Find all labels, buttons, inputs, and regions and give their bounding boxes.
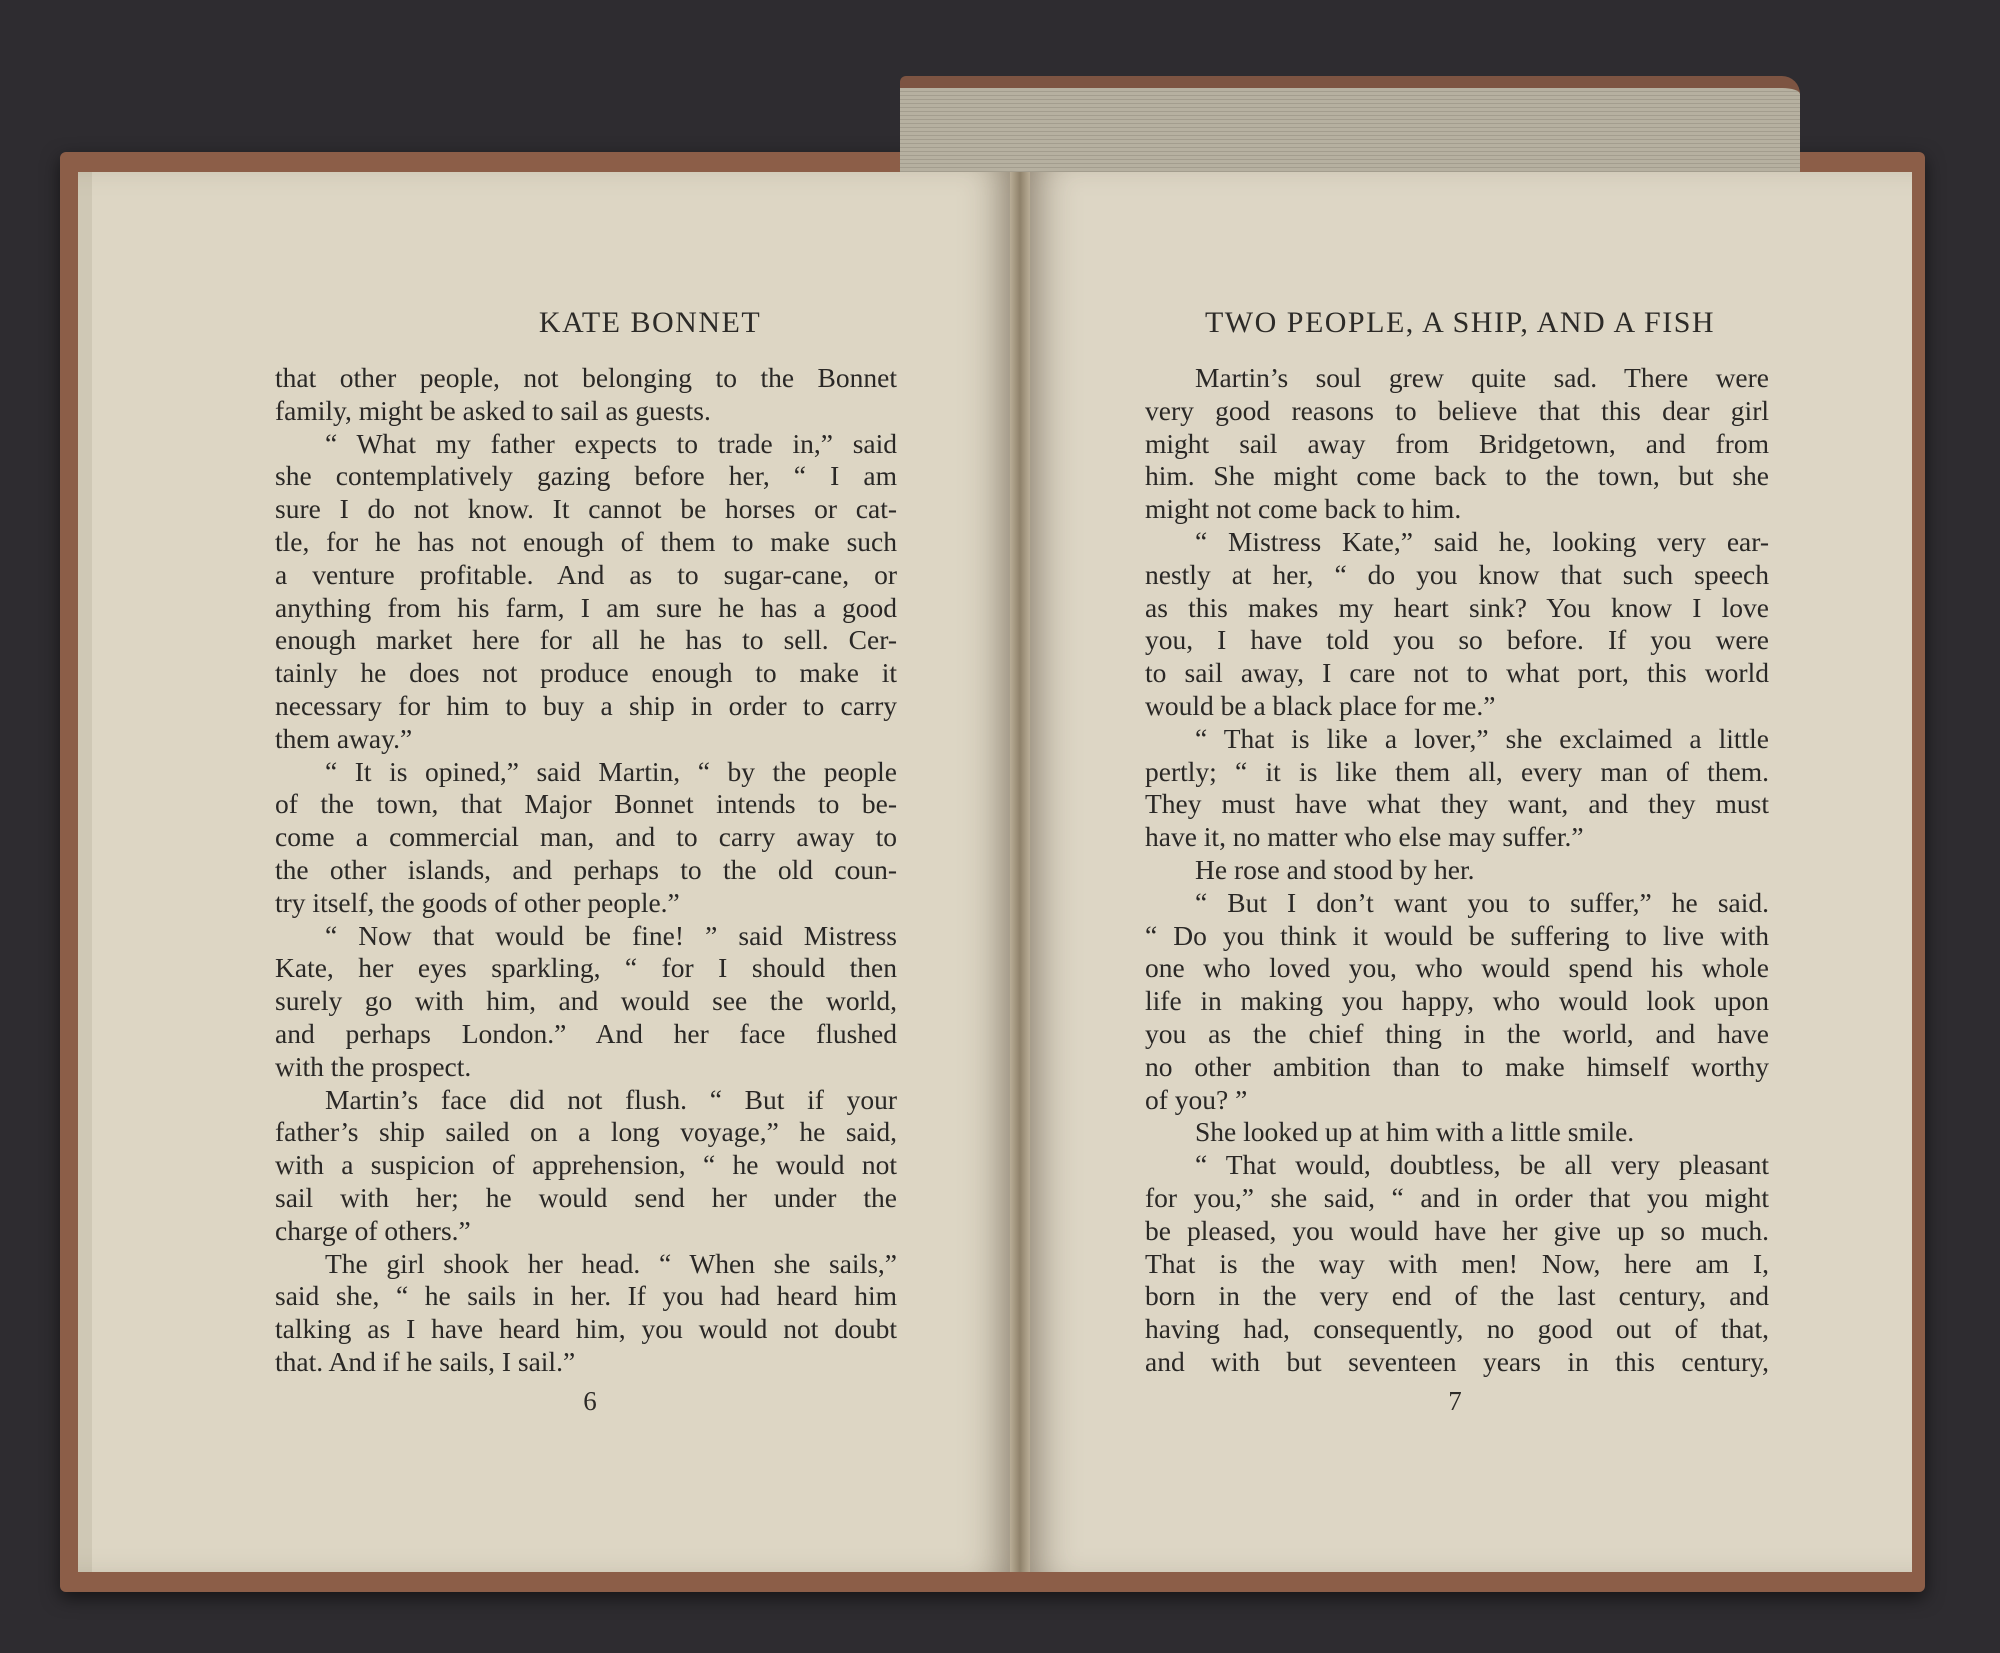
text-line: one who loved you, who would spend his whole [1145,952,1769,984]
text-line: talking as I have heard him, you would not doubt [275,1313,897,1345]
text-line: that. And if he sails, I sail.” [275,1345,576,1377]
text-line: sure I do not know. It cannot be horses or cat- [275,493,897,525]
text-line: with the prospect. [275,1050,472,1082]
text-line: might sail away from Bridgetown, and from [1145,427,1769,459]
left-page-number: 6 [583,1386,597,1416]
text-line: and perhaps London.” And her face flushed [275,1017,897,1049]
text-line: father’s ship sailed on a long voyage,” he said, [275,1116,897,1148]
book-gutter [1010,172,1030,1572]
text-line: sail with her; he would send her under the [275,1181,897,1213]
text-line: enough market here for all he has to sell. Cer- [275,624,897,656]
text-line: tle, for he has not enough of them to make such [275,525,897,557]
text-line: He rose and stood by her. [1195,853,1475,885]
text-line: tainly he does not produce enough to make it [275,657,897,689]
text-line: charge of others.” [275,1214,471,1246]
text-line: “ Now that would be fine! ” said Mistress [325,919,897,951]
text-line: be pleased, you would have her give up so much. [1145,1214,1769,1246]
text-line: she contemplatively gazing before her, “ I am [275,460,897,492]
text-line: “ Mistress Kate,” said he, looking very ear- [1195,525,1769,557]
text-line: try itself, the goods of other people.” [275,886,680,918]
text-line: would be a black place for me.” [1145,689,1496,721]
text-line: “ Do you think it would be suffering to live with [1145,919,1769,951]
text-line: no other ambition than to make himself worthy [1145,1050,1769,1082]
text-line: that other people, not belonging to the Bonnet [275,362,897,393]
text-line: life in making you happy, who would look upon [1145,985,1769,1017]
left-running-head: KATE BONNET [538,306,762,339]
text-line: for you,” she said, “ and in order that you might [1145,1181,1769,1213]
text-line: a venture profitable. And as to sugar-cane, or [275,558,897,590]
text-line: necessary for him to buy a ship in order to carry [275,689,897,721]
text-line: anything from his farm, I am sure he has a good [275,591,897,623]
text-line: him. She might come back to the town, but she [1145,460,1769,492]
text-line: They must have what they want, and they must [1145,788,1769,820]
text-line: Martin’s face did not flush. “ But if your [325,1083,897,1115]
text-line: born in the very end of the last century, and [1145,1280,1769,1312]
text-line: pertly; “ it is like them all, every man of them. [1145,755,1769,787]
left-page-text [275,362,897,1379]
text-line: having had, consequently, no good out of that, [1145,1313,1769,1345]
text-line: as this makes my heart sink? You know I love [1145,591,1769,623]
text-line: Martin’s soul grew quite sad. There were [1195,362,1769,393]
text-line: The girl shook her head. “ When she sails,” [325,1247,897,1279]
right-page-number: 7 [1448,1386,1462,1416]
text-line: them away.” [275,722,413,754]
text-line: “ What my father expects to trade in,” said [325,427,897,459]
right-running-head: TWO PEOPLE, A SHIP, AND A FISH [1204,306,1716,339]
text-line: Kate, her eyes sparkling, “ for I should then [275,952,897,984]
text-line: said she, “ he sails in her. If you had heard him [275,1280,897,1312]
text-line: come a commercial man, and to carry away to [275,821,897,853]
text-line: “ That would, doubtless, be all very pleasant [1195,1149,1769,1181]
text-line: the other islands, and perhaps to the old coun- [275,853,897,885]
text-line: of the town, that Major Bonnet intends to be- [275,788,897,820]
text-line: to sail away, I care not to what port, this world [1145,657,1769,689]
text-line: That is the way with men! Now, here am I, [1145,1247,1769,1279]
text-line: “ But I don’t want you to suffer,” he said. [1195,886,1769,918]
text-line: nestly at her, “ do you know that such speech [1145,558,1769,590]
text-line: “ That is like a lover,” she exclaimed a little [1195,722,1769,754]
text-line: and with but seventeen years in this century, [1145,1345,1769,1377]
text-line: with a suspicion of apprehension, “ he would not [275,1149,897,1181]
text-line: of you? ” [1145,1083,1248,1115]
text-line: you, I have told you so before. If you were [1145,624,1769,656]
text-line: surely go with him, and would see the world, [275,985,897,1017]
text-line: “ It is opined,” said Martin, “ by the people [325,755,897,787]
text-line: very good reasons to believe that this dear girl [1145,394,1769,426]
text-line: family, might be asked to sail as guests. [275,394,711,426]
right-page-text [1145,362,1769,1379]
text-line: might not come back to him. [1145,493,1462,525]
text-line: you as the chief thing in the world, and have [1145,1017,1769,1049]
text-line: She looked up at him with a little smile. [1195,1116,1635,1148]
text-line: have it, no matter who else may suffer.” [1145,821,1584,853]
